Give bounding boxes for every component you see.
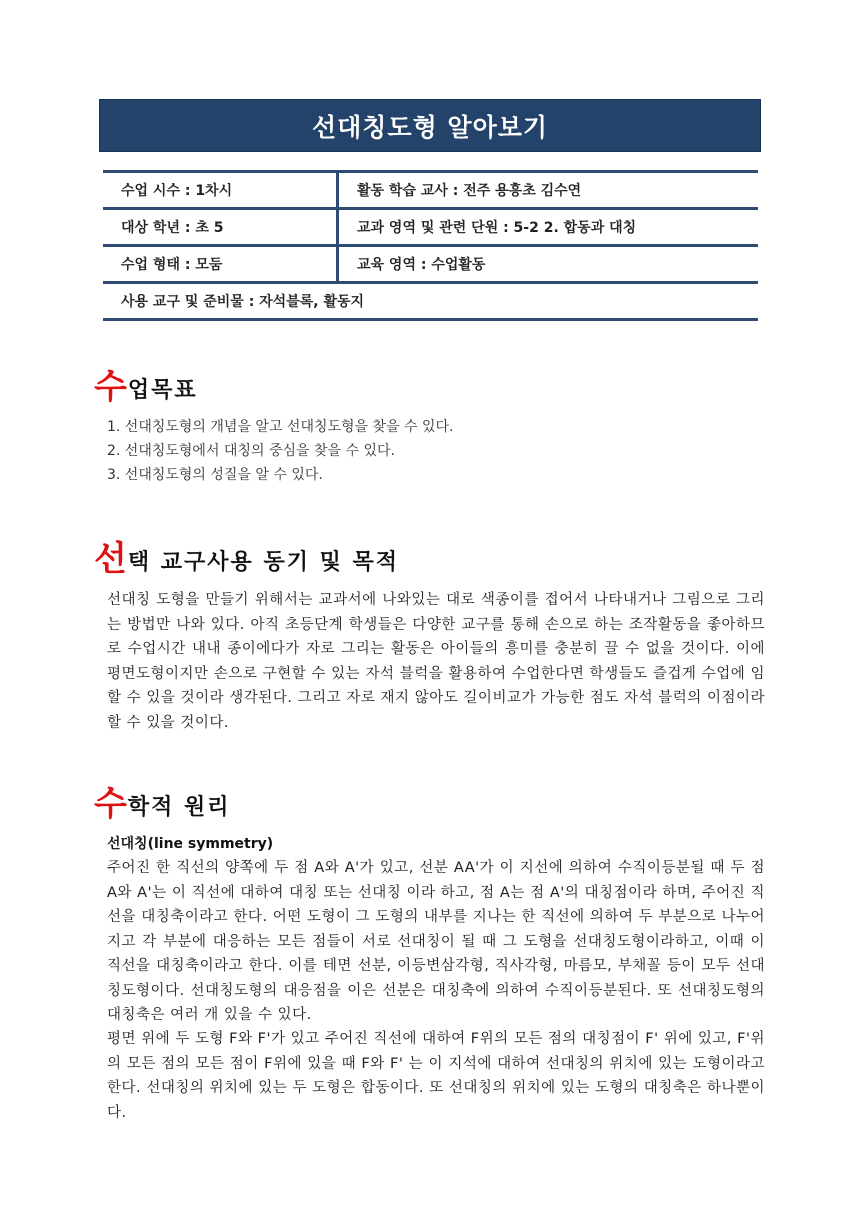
info-row	[103, 209, 758, 246]
class-form: 수업 형태 : 모둠	[103, 246, 338, 283]
page-title: 선대칭도형 알아보기	[99, 99, 761, 152]
section-heading-goals	[94, 367, 198, 407]
info-row	[103, 172, 758, 209]
heading-initial: 수	[94, 784, 127, 824]
heading-text: 택 교구사용 동기 및 목적	[127, 550, 400, 575]
teacher: 활동 학습 교사 : 전주 용흥초 김수연	[338, 172, 759, 209]
heading-initial: 선	[94, 539, 127, 579]
purpose-paragraph: 선대칭 도형을 만들기 위해서는 교과서에 나와있는 대로 색종이를 접어서 나타내거나 그림으로 그리는 방법만 나와 있다. 아직 초등단계 학생들은 다양한 교구를 통해 손으로 하는 조작활동을 좋아하므로 수업시간 내내 종이에다가 자로 그리는 활동은 아이들의 흥미를 충분히 끌 수 없을 것이다. 이에 평면도형이지만 손으로 구현할 수 있는 자석 블럭을 활용하여 수업한다면 학생들도 즐겁게 수업에 임할 수 있을 것이라 생각된다. 그리고 자로 재지 않아도 길이비교가 가능한 점도 자석 블럭의 이점이라 할 수 있을 것이다.	[107, 592, 765, 731]
section-heading-purpose	[94, 539, 400, 579]
list-item: 2. 선대칭도형에서 대칭의 중심을 찾을 수 있다.	[107, 443, 395, 459]
info-row	[103, 283, 758, 320]
info-row	[103, 246, 758, 283]
heading-text: 업목표	[127, 378, 198, 403]
line-symmetry-subheading: 선대칭(line symmetry)	[107, 836, 274, 852]
heading-initial: 수	[94, 367, 127, 407]
lesson-info-table	[103, 170, 758, 321]
edu-area: 교육 영역 : 수업활동	[338, 246, 759, 283]
class-hours: 수업 시수 : 1차시	[103, 172, 338, 209]
subject-unit: 교과 영역 및 관련 단원 : 5-2 2. 합동과 대칭	[338, 209, 759, 246]
list-item: 3. 선대칭도형의 성질을 알 수 있다.	[107, 467, 323, 483]
principle-paragraph-1: 주어진 한 직선의 양쪽에 두 점 A와 A'가 있고, 선분 AA'가 이 지선에 의하여 수직이등분될 때 두 점 A와 A'는 이 직선에 대하여 대칭 또는 선대칭 이라 하고, 점 A는 점 A'의 대칭점이라 하며, 주어진 직선을 대칭축이라고 한다. 어떤 도형이 그 도형의 내부를 지나는 한 직선에 의하여 두 부분으로 나누어지고 각 부분에 대응하는 모든 점들이 서로 선대칭이 될 때 그 도형을 선대칭도형이라하고, 이때 이 직선을 대칭축이라고 한다. 이를 테면 선분, 이등변삼각형, 직사각형, 마름모, 부채꼴 등이 모두 선대칭도형이다. 선대칭도형의 대응점을 이은 선분은 대칭축에 의하여 수직이등분된다. 또 선대칭도형의 대칭축은 여러 개 있을 수 있다.	[107, 860, 765, 1023]
list-item: 1. 선대칭도형의 개념을 알고 선대칭도형을 찾을 수 있다.	[107, 419, 454, 435]
principle-paragraph-2: 평면 위에 두 도형 F와 F'가 있고 주어진 직선에 대하여 F위의 모든 점의 대칭점이 F' 위에 있고, F'위의 모든 점의 모든 점이 F위에 있을 때 F와 F' 는 이 지석에 대하여 선대칭의 위치에 있는 도형이라고 한다. 선대칭의 위치에 있는 두 도형은 합동이다. 또 선대칭의 위치에 있는 도형의 대칭축은 하나뿐이다.	[107, 1031, 765, 1121]
target-grade: 대상 학년 : 초 5	[103, 209, 338, 246]
heading-text: 학적 원리	[127, 795, 231, 820]
section-heading-principle	[94, 784, 231, 824]
materials: 사용 교구 및 준비물 : 자석블록, 활동지	[103, 283, 758, 320]
goals-list	[107, 415, 454, 487]
